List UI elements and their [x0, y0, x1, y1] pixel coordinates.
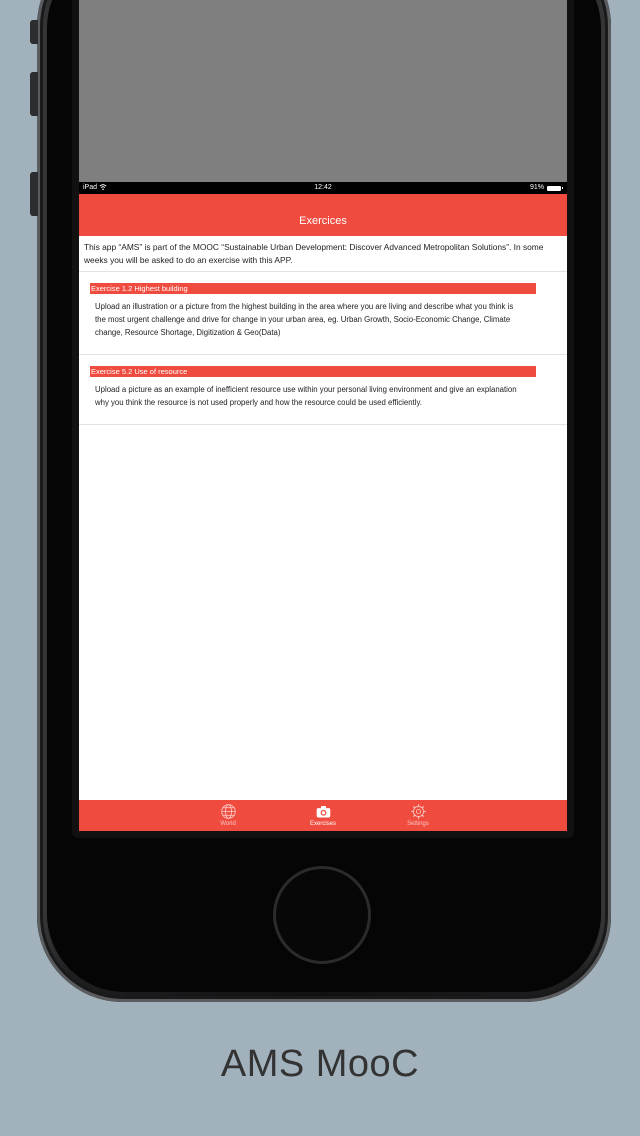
- tab-label: Exercises: [309, 821, 336, 827]
- device-label: iPad: [83, 184, 98, 191]
- top-gray-area: [79, 0, 567, 182]
- home-button[interactable]: [273, 866, 371, 964]
- app-screen: [79, 0, 567, 831]
- battery-percent: 91%: [529, 184, 544, 191]
- mute-switch: [30, 20, 38, 44]
- exercise-title: Exercise 1.2 Highest building: [90, 283, 536, 294]
- intro-text: This app “AMS” is part of the MOOC “Sustainable Urban Development: Discover Advanced Metropolitan Solutions”. In some weeks you will be asked to do an exercise with this APP.: [84, 242, 544, 265]
- tab-world[interactable]: [188, 800, 268, 831]
- tab-label: Settings: [407, 821, 429, 827]
- tab-settings[interactable]: [378, 800, 458, 831]
- exercise-description: Upload an illustration or a picture from the highest building in the area where you are living and describe what you think is the most urgent challenge and drive for change in your urban area, eg. Urban Growth, Socio-Economic Change, Climate change, Resource Shortage, Digitization & Geo(Data): [95, 302, 514, 337]
- camera-icon: [315, 803, 332, 820]
- battery-icon: [547, 186, 561, 191]
- exercise-description: Upload a picture as an example of inefficient resource use within your personal living environment and give an explanation why you think the resource is not used properly and how the resource could be used efficiently.: [95, 385, 517, 407]
- tab-label: World: [220, 821, 236, 827]
- volume-up-button: [30, 72, 38, 116]
- nav-title: Exercices: [299, 215, 347, 227]
- tab-exercises[interactable]: [283, 800, 363, 831]
- exercise-title: Exercise 5.2 Use of resource: [90, 366, 536, 377]
- navigation-bar: [79, 194, 567, 236]
- divider: [79, 424, 567, 425]
- gear-icon: [410, 803, 427, 820]
- app-caption: AMS MooC: [220, 1043, 420, 1085]
- globe-icon: [220, 803, 237, 820]
- status-time: 12:42: [314, 184, 332, 191]
- status-battery: [530, 182, 561, 194]
- status-bar: [79, 182, 567, 194]
- divider: [79, 271, 567, 272]
- divider: [79, 354, 567, 355]
- tab-bar: [79, 800, 567, 831]
- volume-down-button: [30, 172, 38, 216]
